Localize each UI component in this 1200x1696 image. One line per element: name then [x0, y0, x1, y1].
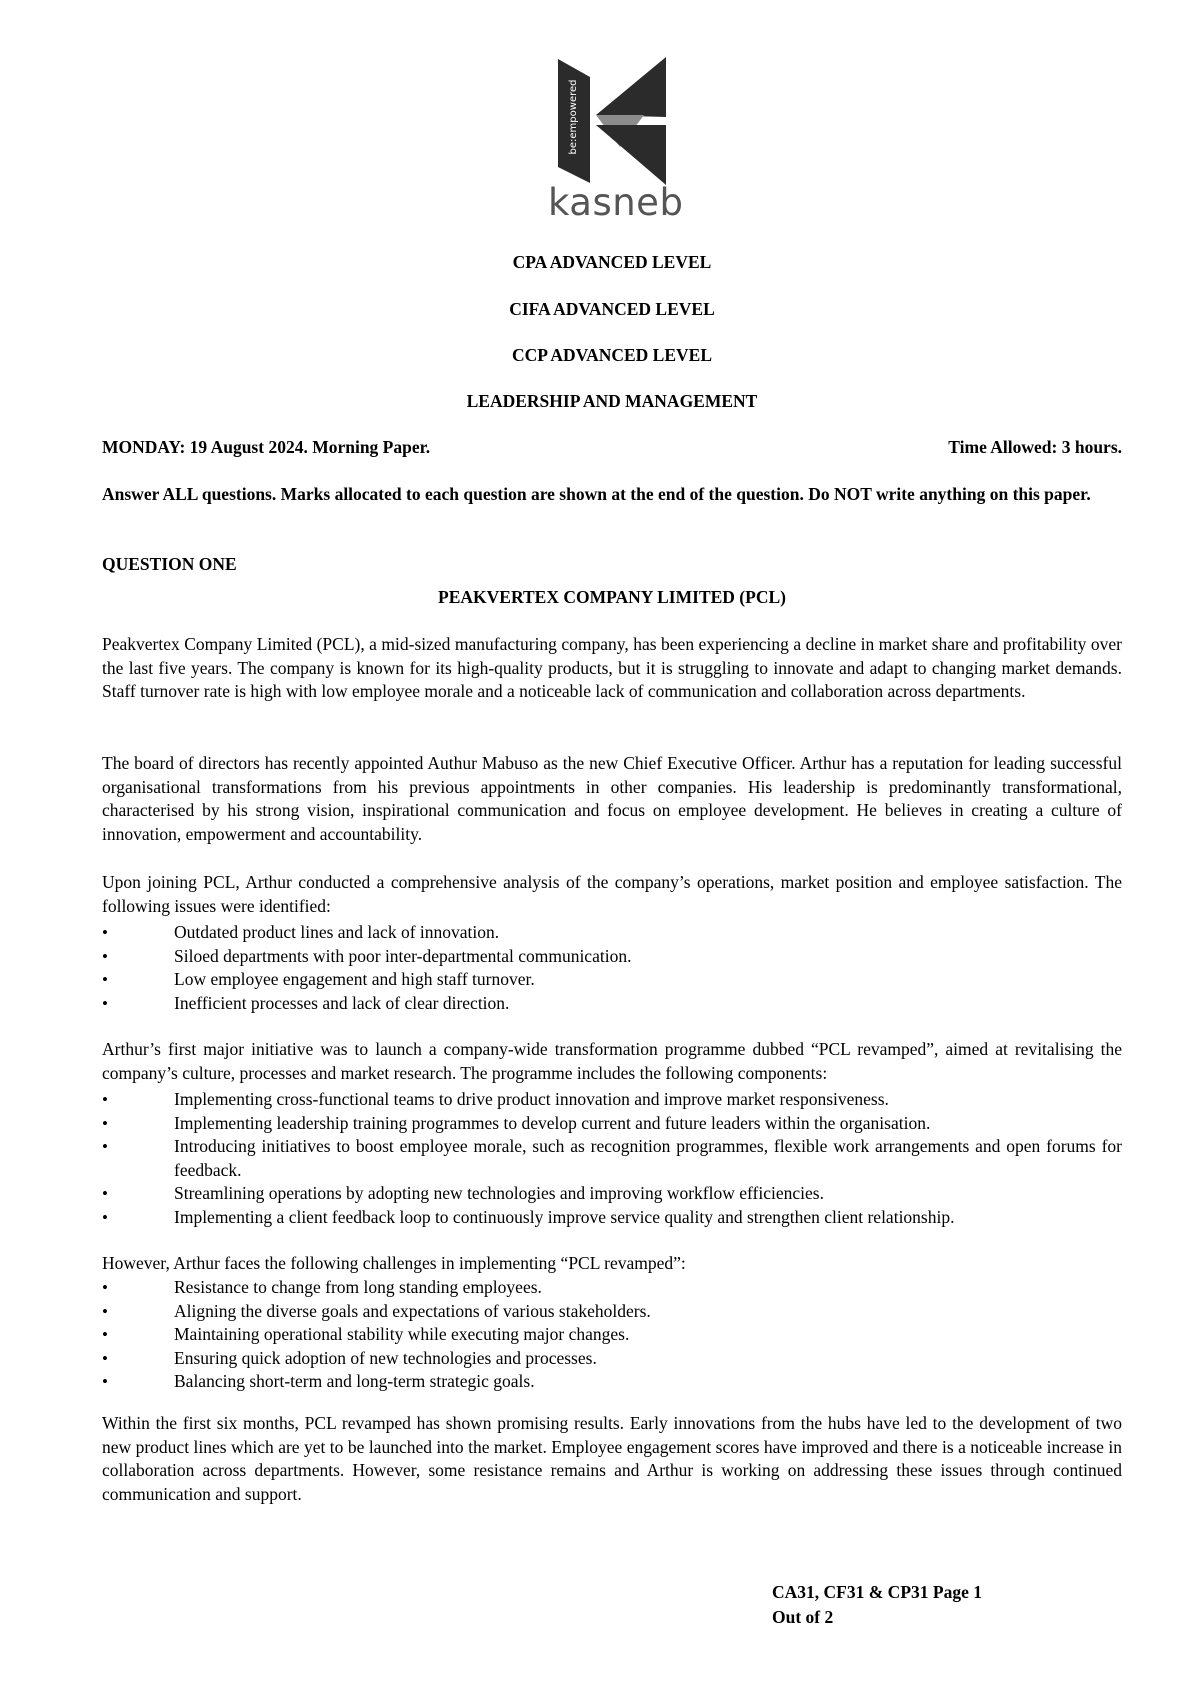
question-label: QUESTION ONE: [102, 554, 237, 574]
case-title: PEAKVERTEX COMPANY LIMITED (PCL): [438, 587, 786, 607]
list-item: • Balancing short-term and long-term strategic goals.: [102, 1370, 1122, 1394]
paragraph-5: However, Arthur faces the following challenges in implementing “PCL revamped”:: [102, 1253, 686, 1273]
footer-code: CA31, CF31 & CP31 Page 1: [772, 1582, 982, 1602]
level-ccp: CCP ADVANCED LEVEL: [512, 345, 712, 365]
list-item: • Introducing initiatives to boost employee morale, such as recognition programmes, flexible work arrangements and open forums for feedback.: [102, 1135, 1122, 1182]
page-footer: [772, 1580, 982, 1630]
list-item: • Maintaining operational stability while executing major changes.: [102, 1323, 1122, 1347]
exam-meta: [102, 436, 1122, 460]
list-item: • Aligning the diverse goals and expectations of various stakeholders.: [102, 1300, 1122, 1324]
list-item: • Resistance to change from long standing employees.: [102, 1276, 1122, 1300]
list-item: • Implementing cross-functional teams to drive product innovation and improve market responsiveness.: [102, 1088, 1122, 1112]
level-cifa: CIFA ADVANCED LEVEL: [509, 299, 715, 319]
level-cpa: CPA ADVANCED LEVEL: [512, 252, 712, 272]
list-item: • Outdated product lines and lack of innovation.: [102, 921, 1122, 945]
logo-wordmark: kasneb: [548, 181, 684, 224]
exam-instructions: Answer ALL questions. Marks allocated to each question are shown at the end of the question. Do NOT write anything on this paper.: [102, 484, 1091, 504]
paragraph-6: Within the first six months, PCL revamped has shown promising results. Early innovations from the hubs have led to the development of two new product lines which are yet to be launched into the market. Employee engagement scores have improved and there is a noticeable increase in collaboration across departments. However, some resistance remains and Arthur is working on addressing these issues through continued communication and support.: [102, 1413, 1122, 1504]
list-item: • Streamlining operations by adopting new technologies and improving workflow efficiencies.: [102, 1182, 1122, 1206]
challenges-list: [102, 1276, 1122, 1394]
list-item: • Implementing leadership training programmes to develop current and future leaders within the organisation.: [102, 1112, 1122, 1136]
paragraph-2: The board of directors has recently appointed Authur Mabuso as the new Chief Executive Officer. Arthur has a reputation for leading successful organisational transformations from his previous appointments in other companies. His leadership is predominantly transformational, characterised by his strong vision, inspirational communication and focus on employee development. He believes in creating a culture of innovation, empowerment and accountability.: [102, 753, 1122, 844]
footer-page-count: Out of 2: [772, 1607, 834, 1627]
list-item: • Ensuring quick adoption of new technologies and processes.: [102, 1347, 1122, 1371]
logo-tagline: be:empowered: [568, 79, 579, 155]
exam-date: MONDAY: 19 August 2024. Morning Paper.: [102, 437, 431, 457]
list-item: • Inefficient processes and lack of clear direction.: [102, 992, 1122, 1016]
paragraph-3: Upon joining PCL, Arthur conducted a comprehensive analysis of the company’s operations, market position and employee satisfaction. The following issues were identified:: [102, 872, 1122, 916]
list-item: • Implementing a client feedback loop to continuously improve service quality and strengthen client relationship.: [102, 1206, 1122, 1230]
issues-list: [102, 921, 1122, 1015]
paragraph-4: Arthur’s first major initiative was to launch a company-wide transformation programme dubbed “PCL revamped”, aimed at revitalising the company’s culture, processes and market research. The programme includes the following components:: [102, 1039, 1122, 1083]
list-item: • Siloed departments with poor inter-departmental communication.: [102, 945, 1122, 969]
time-allowed: Time Allowed: 3 hours.: [948, 437, 1122, 457]
paragraph-1: Peakvertex Company Limited (PCL), a mid-sized manufacturing company, has been experiencing a decline in market share and profitability over the last five years. The company is known for its high-quality products, but it is struggling to innovate and adapt to changing market demands. Staff turnover rate is high with low employee morale and a noticeable lack of communication and collaboration across departments.: [102, 634, 1122, 701]
components-list: [102, 1088, 1122, 1229]
subject-title: LEADERSHIP AND MANAGEMENT: [466, 391, 758, 411]
list-item: • Low employee engagement and high staff turnover.: [102, 968, 1122, 992]
kasneb-logo-mark: [548, 55, 680, 185]
kasneb-logo: [548, 55, 684, 233]
